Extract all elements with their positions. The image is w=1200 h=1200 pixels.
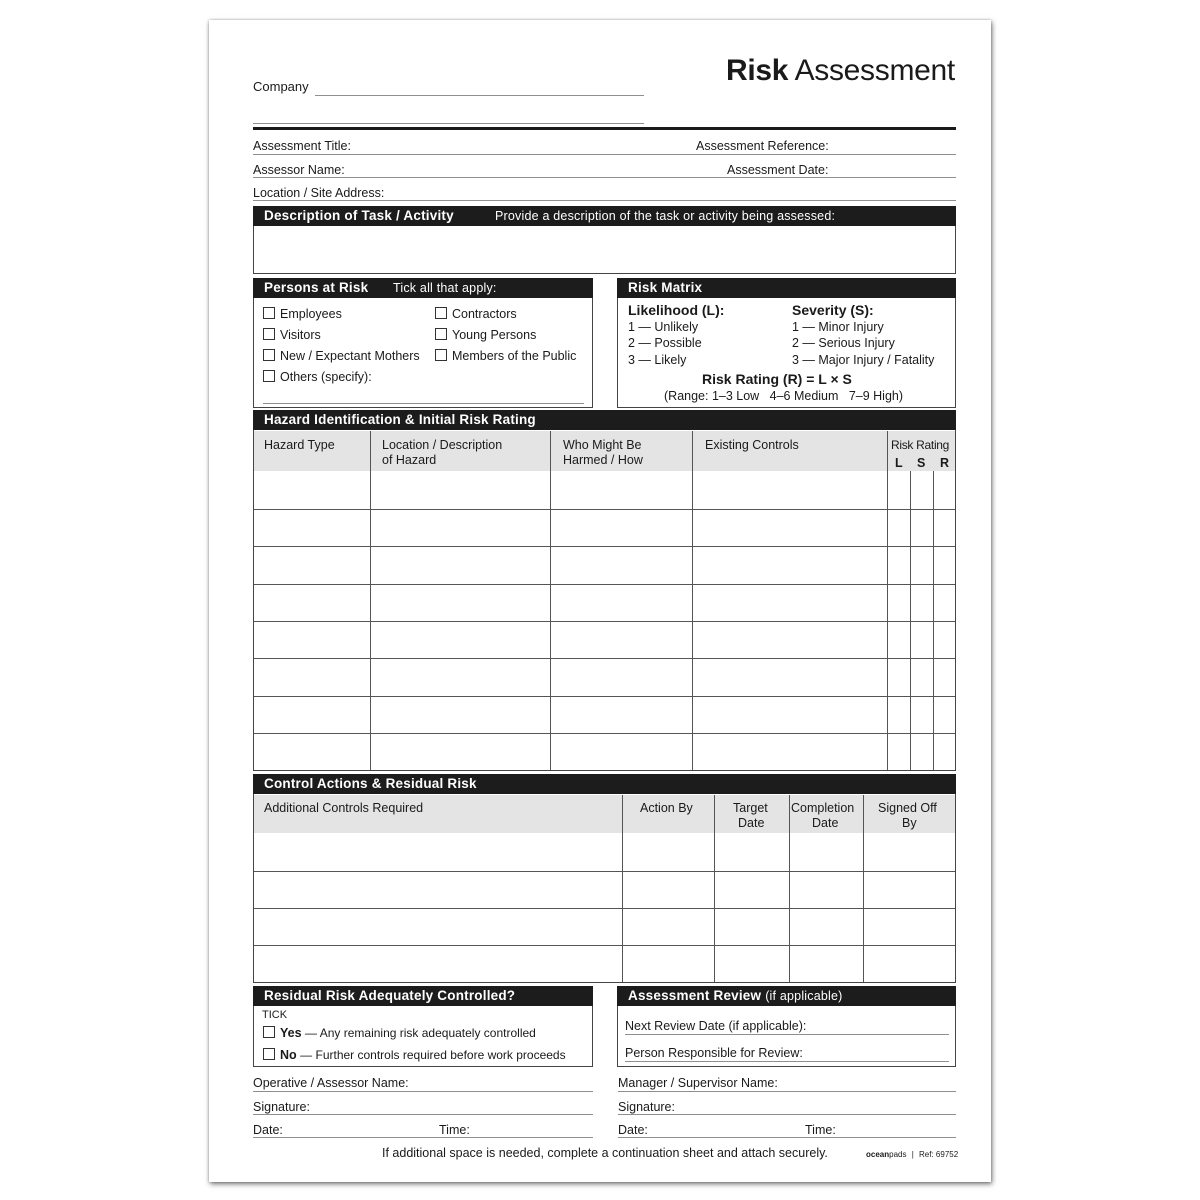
col-who-might-be-harmed-2: Harmed / How (563, 453, 643, 467)
person-responsible-field[interactable] (625, 1061, 949, 1062)
expectant-mothers-label: New / Expectant Mothers (280, 349, 420, 363)
assessment-reference-label: Assessment Reference: (696, 139, 829, 153)
control-row-divider (254, 945, 955, 946)
young-persons-checkbox[interactable] (435, 328, 447, 340)
likelihood-2: 2 — Possible (628, 336, 702, 350)
residual-no-label: No (280, 1048, 297, 1062)
col-location-description: Location / Description (382, 438, 503, 452)
severity-3: 3 — Major Injury / Fatality (792, 353, 935, 367)
assessment-review-heading-text: Assessment Review (628, 988, 762, 1003)
residual-no-text: — Further controls required before work proceeds (300, 1048, 566, 1062)
hazard-column-divider (370, 431, 371, 770)
likelihood-3: 3 — Likely (628, 353, 687, 367)
brand-logo-bold: ocean (866, 1150, 890, 1159)
manager-time-label: Time: (805, 1123, 836, 1137)
hazard-row-divider (254, 546, 955, 547)
manager-name-field[interactable] (618, 1091, 956, 1092)
members-of-public-label: Members of the Public (452, 349, 577, 363)
col-risk-rating: Risk Rating (891, 438, 950, 452)
hazard-table-heading: Hazard Identification & Initial Risk Rating (253, 410, 956, 430)
header-divider (253, 127, 956, 130)
residual-yes-option (280, 1026, 536, 1040)
form-title (726, 54, 955, 88)
operative-signature-label: Signature: (253, 1100, 310, 1114)
control-table-heading: Control Actions & Residual Risk (253, 774, 956, 794)
hazard-row-divider (254, 584, 955, 585)
hazard-row-divider (254, 658, 955, 659)
continuation-note: If additional space is needed, complete a continuation sheet and attach securely. (382, 1146, 828, 1160)
hazard-row-divider (254, 621, 955, 622)
form-title-bold: Risk (726, 54, 789, 87)
col-completion-date: Completion (791, 801, 855, 815)
col-target-date-2: Date (738, 816, 765, 830)
residual-no-checkbox[interactable] (263, 1048, 275, 1060)
persons-at-risk-instruction: Tick all that apply: (393, 281, 497, 295)
residual-yes-label: Yes (280, 1026, 302, 1040)
residual-no-option (280, 1048, 566, 1062)
residual-risk-heading: Residual Risk Adequately Controlled? (253, 986, 593, 1006)
assessment-date-label: Assessment Date: (727, 163, 829, 177)
control-row-divider (254, 871, 955, 872)
company-label: Company (253, 79, 309, 94)
others-specify-field[interactable] (263, 403, 584, 404)
residual-yes-checkbox[interactable] (263, 1026, 275, 1038)
col-action-by: Action By (640, 801, 693, 815)
location-label: Location / Site Address: (253, 186, 385, 200)
assessment-title-label: Assessment Title: (253, 139, 351, 153)
next-review-date-label: Next Review Date (if applicable): (625, 1019, 807, 1033)
severity-1: 1 — Minor Injury (792, 320, 884, 334)
brand-separator: | (911, 1150, 914, 1159)
assessor-name-field[interactable] (253, 177, 956, 178)
col-risk-r: R (940, 456, 950, 470)
col-signed-off-2: By (902, 816, 917, 830)
hazard-column-divider (887, 431, 888, 770)
employees-checkbox[interactable] (263, 307, 275, 319)
person-responsible-label: Person Responsible for Review: (625, 1046, 803, 1060)
brand-logo-light: pads (889, 1150, 907, 1159)
col-risk-l: L (895, 456, 903, 470)
manager-signature-label: Signature: (618, 1100, 675, 1114)
expectant-mothers-checkbox[interactable] (263, 349, 275, 361)
hazard-row-divider (254, 696, 955, 697)
col-risk-s: S (917, 456, 926, 470)
control-column-divider (789, 795, 790, 982)
operative-time-label: Time: (439, 1123, 470, 1137)
col-additional-controls: Additional Controls Required (264, 801, 424, 815)
product-ref: Ref: 69752 (919, 1150, 959, 1159)
others-checkbox[interactable] (263, 370, 275, 382)
assessment-review-heading-sub: (if applicable) (765, 989, 843, 1003)
col-location-description-2: of Hazard (382, 453, 437, 467)
operative-name-field[interactable] (253, 1091, 593, 1092)
assessor-name-label: Assessor Name: (253, 163, 345, 177)
description-heading (253, 206, 956, 226)
col-who-might-be-harmed: Who Might Be (563, 438, 642, 452)
persons-at-risk-heading (253, 278, 593, 298)
operative-signature-field[interactable] (253, 1114, 593, 1115)
company-field[interactable] (315, 95, 644, 96)
col-hazard-type: Hazard Type (264, 438, 335, 452)
risk-rating-formula: Risk Rating (R) = L × S (702, 371, 852, 387)
assessment-review-heading (617, 986, 956, 1006)
brand-ref (866, 1150, 958, 1159)
risk-matrix-heading: Risk Matrix (617, 278, 956, 298)
description-heading-text: Description of Task / Activity (264, 208, 454, 223)
tick-label: TICK (262, 1009, 288, 1021)
control-row-divider (254, 908, 955, 909)
location-field[interactable] (253, 200, 956, 201)
assessment-title-field[interactable] (253, 154, 956, 155)
control-column-divider (622, 795, 623, 982)
col-target-date: Target (733, 801, 768, 815)
hazard-column-divider (692, 431, 693, 770)
hazard-row-divider (254, 733, 955, 734)
operative-name-label: Operative / Assessor Name: (253, 1076, 409, 1090)
manager-signature-field[interactable] (618, 1114, 956, 1115)
operative-date-time-field[interactable] (253, 1137, 593, 1138)
manager-name-label: Manager / Supervisor Name: (618, 1076, 778, 1090)
contractors-checkbox[interactable] (435, 307, 447, 319)
visitors-label: Visitors (280, 328, 321, 342)
operative-date-label: Date: (253, 1123, 283, 1137)
young-persons-label: Young Persons (452, 328, 537, 342)
likelihood-title: Likelihood (L): (628, 302, 725, 318)
others-label: Others (specify): (280, 370, 372, 384)
contractors-label: Contractors (452, 307, 517, 321)
col-signed-off: Signed Off (878, 801, 937, 815)
control-column-divider (863, 795, 864, 982)
col-existing-controls: Existing Controls (705, 438, 799, 452)
severity-2: 2 — Serious Injury (792, 336, 895, 350)
employees-label: Employees (280, 307, 342, 321)
hazard-column-divider (550, 431, 551, 770)
visitors-checkbox[interactable] (263, 328, 275, 340)
next-review-date-field[interactable] (625, 1034, 949, 1035)
manager-date-time-field[interactable] (618, 1137, 956, 1138)
col-completion-date-2: Date (812, 816, 839, 830)
control-column-divider (714, 795, 715, 982)
members-of-public-checkbox[interactable] (435, 349, 447, 361)
hazard-row-divider (254, 509, 955, 510)
risk-rating-range: (Range: 1–3 Low 4–6 Medium 7–9 High) (664, 389, 904, 403)
likelihood-1: 1 — Unlikely (628, 320, 699, 334)
company-field-line-2[interactable] (253, 123, 644, 124)
severity-title: Severity (S): (792, 302, 874, 318)
manager-date-label: Date: (618, 1123, 648, 1137)
residual-yes-text: — Any remaining risk adequately controlled (305, 1026, 536, 1040)
form-title-light: Assessment (794, 54, 955, 87)
description-instruction: Provide a description of the task or activity being assessed: (495, 209, 836, 223)
persons-at-risk-heading-text: Persons at Risk (264, 280, 369, 295)
